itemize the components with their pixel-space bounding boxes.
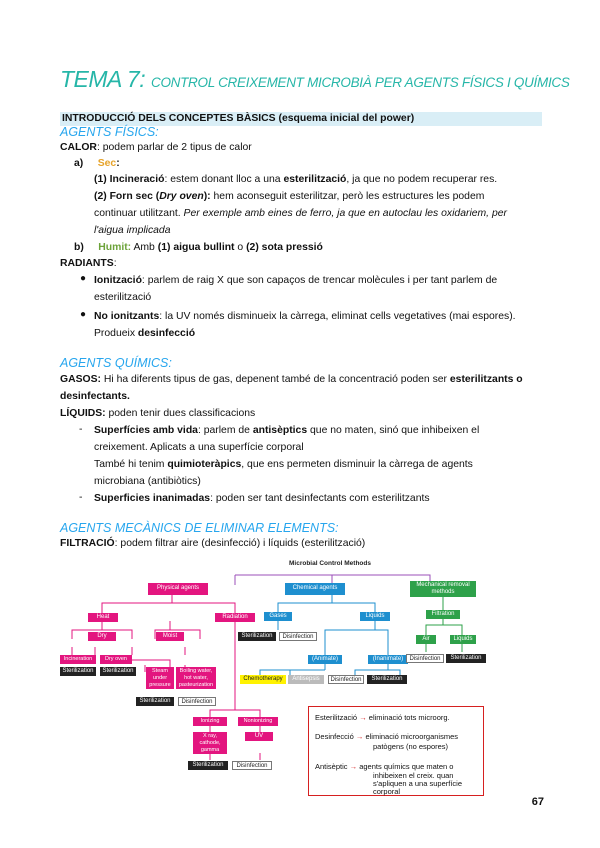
quimioterapics-line1: També hi tenim quimioteràpics, que ens permeten disminuir la càrrega de agents [94,459,473,470]
forn-sec-line1: (2) Forn sec (Dry oven): hem aconseguit esterilitzar, però les estructures les podem [94,191,485,202]
steam-box: Steam under pressure [146,667,174,689]
sterilization-label: Sterilization [136,697,174,706]
sterilization-label: Sterilization [100,667,136,676]
superficies-vida-line2: creixement. Aplicats a una superfície corporal [94,442,304,453]
superficies-inanimadas-line: Superficies inanimadas: poden ser tant desinfectants com esterilitzants [94,493,430,504]
page-title: TEMA 7: CONTROL CREIXEMENT MICROBIÀ PER AGENTS FÍSICS I QUÍMICS [60,66,570,92]
mechanical-methods-box: Mechanical removal methods [410,581,476,597]
ionizing-box: Ionizing [193,717,227,726]
boiling-box: Boiling water, hot water, pasteurization [176,667,216,689]
mechanical-heading: AGENTS MECÀNICS DE ELIMINAR ELEMENTS: [60,521,339,535]
sec-line: a) Sec: [74,158,120,169]
forn-sec-line2: continuar utilitzant. Per exemple amb eines de ferro, ja que en autoclau les oxidariem, per [94,208,507,219]
dash-icon: - [79,424,83,435]
filtration-box: Filtration [426,610,460,619]
nonionizing-box: Nonionizing [238,717,278,726]
filtracio-line: FILTRACIÓ: podem filtrar aire (desinfecció) i líquids (esterilització) [60,538,366,549]
calor-line: CALOR: podem parlar de 2 tipus de calor [60,142,252,153]
radiants-line: RADIANTS: [60,258,117,269]
diagram-title: Microbial Control Methods [289,560,371,567]
legend-row-antiseptic: Antisèptic → agents químics que maten o [315,762,454,771]
xray-box: X ray, cathode, gamma [193,732,227,754]
incineracio-line: (1) Incineració: estem donant lloc a una esterilització, ja que no podem recuperar res. [94,174,498,185]
antisepsis-box: Antisepsis [288,675,324,684]
ionitzacio-line2: esterilització [94,292,152,303]
bullet-icon: ● [80,273,87,284]
legend-row-desinfeccio-2: patògens (no espores) [373,742,449,751]
dash-icon: - [79,492,83,503]
superficies-vida-line1: Superfícies amb vida: parlem de antisèptics que no maten, sinó que inhibeixen el [94,425,480,436]
chemical-agents-box: Chemical agents [285,583,345,595]
forn-sec-line3: l'aigua implicada [94,225,171,236]
sterilization-label: Sterilization [238,632,276,641]
uv-box: UV [245,732,273,741]
heat-box: Heat [88,613,118,622]
disinfection-label: Disinfection [328,675,364,684]
legend-row-antiseptic-4: corporal [373,787,401,796]
bullet-icon: ● [80,309,87,320]
liquids-line: LÍQUIDS: poden tenir dues classificacions [60,408,256,419]
humit-line: b) Humit: Amb (1) aigua bullint o (2) sota pressió [74,242,323,253]
legend-row-antiseptic-2: inhibeixen el creix. quan [373,771,454,780]
filtration-liquids-box: Liquids [450,635,476,644]
moist-box: Moist [156,632,184,641]
radiation-box: Radiation [215,613,255,622]
disinfection-label: Disinfection [406,654,444,663]
physical-agents-box: Physical agents [148,583,208,595]
disinfection-label: Disinfection [232,761,272,770]
sterilization-label: Sterilization [446,654,486,663]
no-ionitzants-line2: Produeix desinfecció [94,328,196,339]
page-number: 67 [531,796,544,808]
air-box: Air [416,635,436,644]
definitions-legend [308,706,484,796]
chemotherapy-box: Chemotherapy [240,675,286,684]
sterilization-label: Sterilization [367,675,407,684]
sterilization-label: Sterilization [188,761,228,770]
gases-box: Gases [264,612,292,621]
legend-row-desinfeccio: Desinfecció → eliminació microorganismes [315,732,458,741]
intro-heading: INTRODUCCIÓ DELS CONCEPTES BÀSICS (esquema inicial del power) [62,113,415,124]
physical-heading: AGENTS FÍSICS: [60,125,159,139]
incineration-box: Incineration [60,655,96,664]
quimioterapics-line2: microbiana (antibiòtics) [94,476,201,487]
sterilization-label: Sterilization [60,667,96,676]
legend-row-antiseptic-3: s'apliquen a una superfície [373,779,462,788]
no-ionitzants-line1: No ionitzants: la UV només disminueix la càrrega, eliminat cells vegetatives (mai espores). [94,311,516,322]
disinfection-label: Disinfection [178,697,216,706]
gasos-line1: GASOS: Hi ha diferents tipus de gas, depenent també de la concentració poden ser esterilitzants o [60,374,523,385]
dry-box: Dry [88,632,116,641]
dry-oven-box: Dry oven [100,655,132,664]
animate-box: (Animate) [308,655,342,664]
legend-row-esterilitzacio: Esterilització → eliminació tots microorg. [315,713,450,722]
chemical-heading: AGENTS QUÍMICS: [60,356,172,370]
inanimate-box: (Inanimate) [368,655,408,664]
ionitzacio-line1: Ionització: parlem de raig X que son capaços de trencar molècules i per tant parlem de [94,275,498,286]
disinfection-label: Disinfection [279,632,317,641]
liquids-box: Liquids [360,612,390,621]
gasos-line2: desinfectants. [60,391,130,402]
